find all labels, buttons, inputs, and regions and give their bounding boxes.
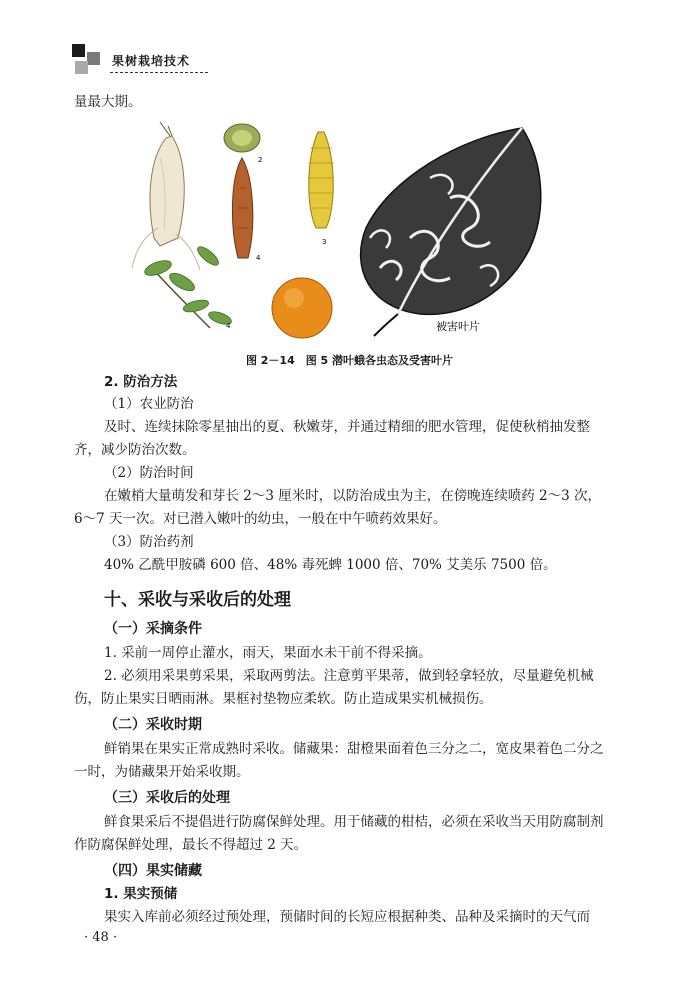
s1-line3: 伤，防止果实日晒雨淋。果框衬垫物应柔软。防止造成果实机械损伤。 (74, 691, 493, 707)
s3-line1: 鲜食果采后不提倡进行防腐保鲜处理。用于储藏的柑桔，必须在采收当天用防腐制剂 (104, 814, 604, 830)
s3-title: （三）采收后的处理 (104, 790, 230, 806)
running-header-title: 果树栽培技术 (112, 54, 191, 68)
s2-line2: 一时，为储藏果开始采收期。 (74, 764, 250, 780)
item1-line2: 齐，减少防治次数。 (74, 442, 196, 458)
s4-title: （四）果实储藏 (104, 863, 202, 879)
figure-caption: 图 2－14 图 5 潜叶蛾各虫态及受害叶片 (245, 354, 454, 367)
damaged-leaf-drawing (361, 128, 541, 336)
s1-title: （一）采摘条件 (104, 621, 202, 637)
item1-line1: 及时、连续抹除零星抽出的夏、秋嫩芽，并通过精细的肥水管理，促使秋梢抽发整 (104, 419, 590, 435)
pupa-drawing (232, 158, 252, 258)
s1-line1: 1. 采前一周停止灌水，雨天，果面水未干前不得采摘。 (104, 645, 432, 661)
adult-moth-drawing (132, 122, 200, 270)
part-number-4a: 4 (226, 322, 231, 330)
header-logo (72, 44, 102, 76)
s4-line1: 果实入库前必须经过预处理，预储时间的长短应根据种类、品种及采摘时的天气而 (104, 909, 590, 925)
intro-line: 量最大期。 (74, 94, 142, 110)
s1-line2: 2. 必须用采果剪采果，采取两剪法。注意剪平果蒂，做到轻拿轻放，尽量避免机械 (104, 668, 594, 684)
header-rule (110, 72, 208, 73)
orange-fruit-drawing (272, 278, 332, 338)
part-number-3: 3 (322, 238, 327, 246)
page-number: · 48 · (84, 930, 118, 945)
s2-line1: 鲜销果在果实正常成熟时采收。储藏果：甜橙果面着色三分之二，宽皮果着色二分之 (104, 741, 604, 757)
part-number-4b: 4 (256, 254, 261, 262)
item2-line1: 在嫩梢大量萌发和芽长 2～3 厘米时，以防治成虫为主，在傍晚连续喷药 2～3 次， (104, 488, 602, 504)
figure-leafminer-illustration (130, 118, 570, 340)
item2-line2: 6～7 天一次。对已潜入嫩叶的幼虫，一般在中午喷药效果好。 (74, 511, 447, 527)
part-number-2: 2 (258, 156, 263, 164)
control-heading: 2. 防治方法 (104, 374, 178, 390)
s3-line2: 作防腐保鲜处理，最长不得超过 2 天。 (74, 837, 308, 853)
s2-title: （二）采收时期 (104, 717, 202, 733)
larva-drawing (308, 132, 334, 228)
item3-line1: 40% 乙酰甲胺磷 600 倍、48% 毒死蜱 1000 倍、70% 艾美乐 7500 倍。 (104, 557, 557, 573)
item2-label: （2）防治时间 (104, 465, 194, 481)
damaged-leaf-label: 被害叶片 (436, 320, 480, 333)
citrus-twig-drawing (143, 244, 233, 328)
item3-label: （3）防治药剂 (104, 534, 194, 550)
chapter-title: 十、采收与采收后的处理 (104, 590, 291, 610)
s4-sub: 1. 果实预储 (104, 886, 178, 902)
item1-label: （1）农业防治 (104, 396, 194, 412)
